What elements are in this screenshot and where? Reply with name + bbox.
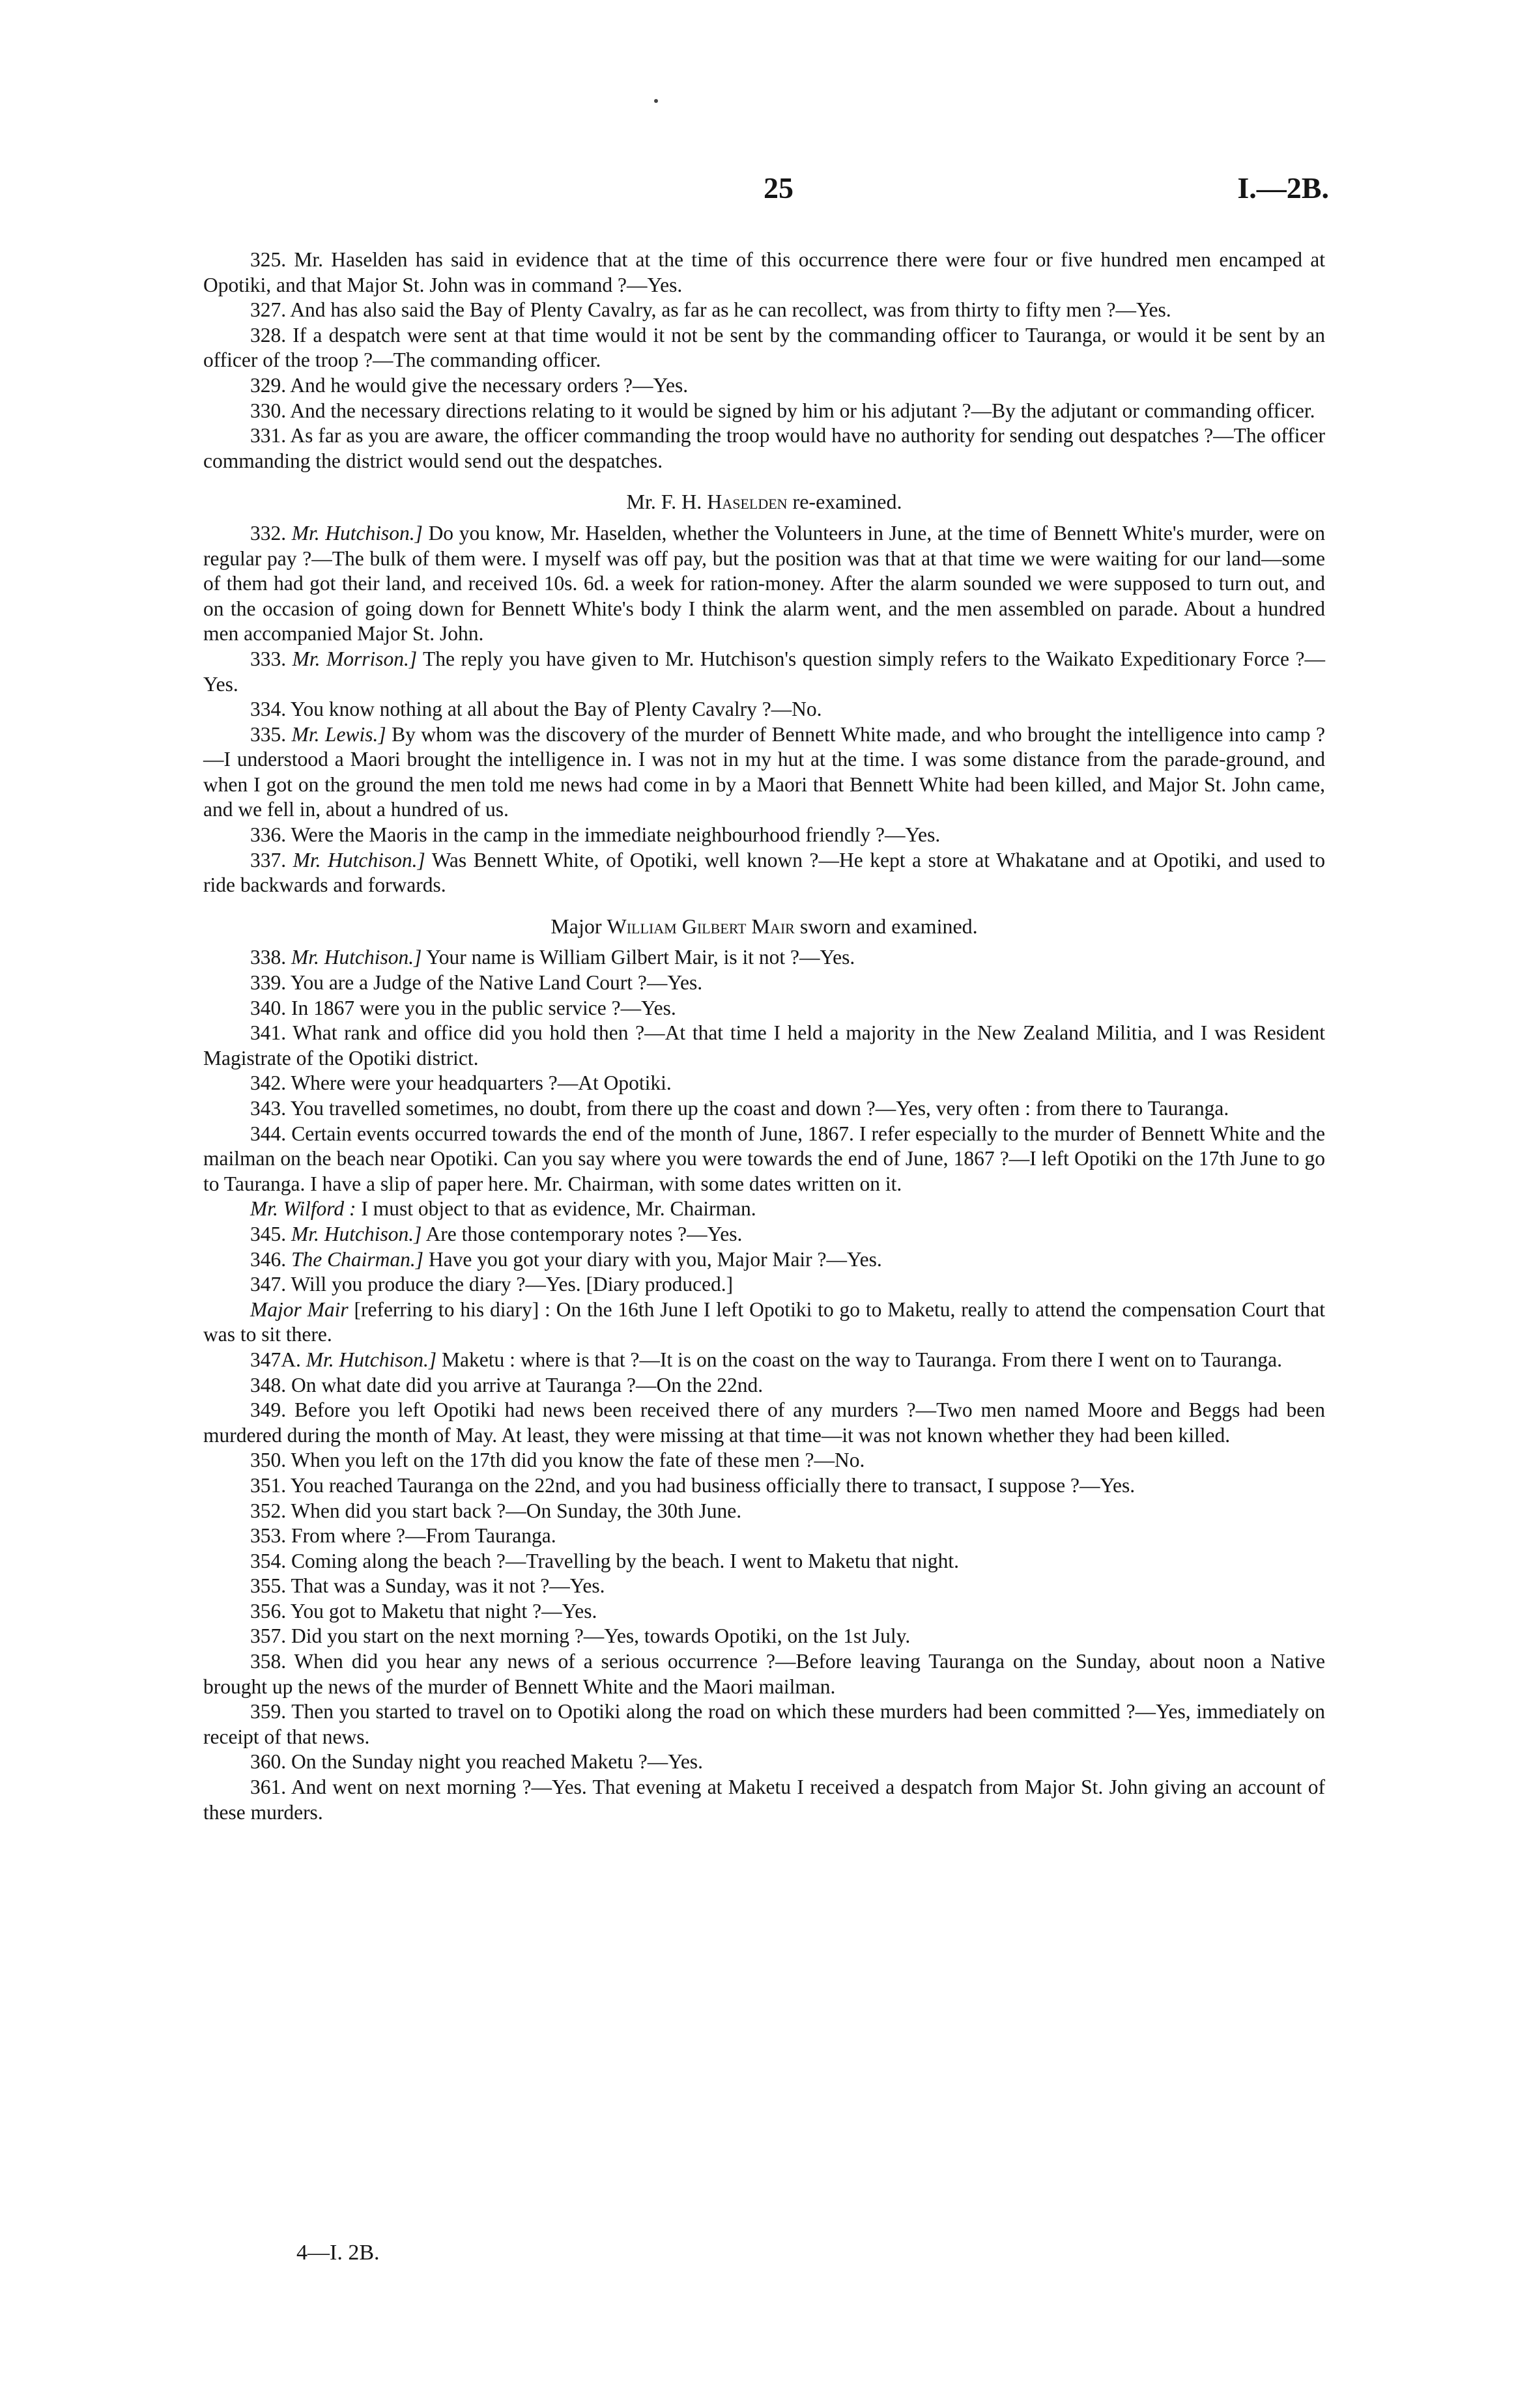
question-number: 350. — [250, 1449, 287, 1472]
paragraph-text: Do you know, Mr. Haselden, whether the Volunteers in June, at the time of Bennett White's murder, were on regular pay ?—The bulk of them were. I myself was off pay, but the position was that at that time we were waiting for our land—some of them had got their land, and received 10s. 6d. a week for ration-money. After the alarm sounded we were supposed to turn out, and on the occasion of going down for Bennett White's body I think the alarm went, and the men assembled on parade. About a hundred men accompanied Major St. John. — [203, 521, 1326, 645]
question-number: 355. — [250, 1574, 287, 1598]
testimony-paragraph — [203, 970, 1325, 996]
testimony-paragraph — [203, 1775, 1325, 1825]
paragraph-text: By whom was the discovery of the murder of Bennett White made, and who brought the intelligence into camp ?—I understood a Maori brought the intelligence in. I was not in my hut at the time. I was some distance from the parade-ground, and when I got on the ground the men told me news had come in by a Maori that Bennett White had been killed, and Major St. John came, and we fell in, about a hundred of us. — [203, 722, 1326, 821]
paragraph-text: Your name is William Gilbert Mair, is it not ?—Yes. — [426, 946, 855, 969]
testimony-paragraph — [203, 1624, 1325, 1649]
testimony-paragraph — [203, 722, 1325, 823]
testimony-paragraph — [203, 1122, 1325, 1197]
testimony-paragraph — [203, 1499, 1325, 1524]
question-number: 361. — [250, 1776, 287, 1799]
paragraph-text: What rank and office did you hold then ?—At that time I held a majority in the New Zealand Militia, and I was Resident Magistrate of the Opotiki district. — [203, 1021, 1325, 1069]
testimony-paragraph — [203, 248, 1325, 298]
section-mair-paragraphs — [203, 945, 1325, 1825]
question-number: 358. — [250, 1650, 287, 1673]
paragraph-text: On the Sunday night you reached Maketu ?—Yes. — [291, 1750, 703, 1774]
paragraph-text: When did you hear any news of a serious occurrence ?—Before leaving Tauranga on the Sunday, about noon a Native brought up the news of the murder of Bennett White and the Maori mailman. — [203, 1650, 1325, 1698]
document-body — [203, 248, 1325, 1825]
testimony-paragraph — [203, 1373, 1325, 1398]
paragraph-text: I must object to that as evidence, Mr. Chairman. — [361, 1197, 756, 1221]
question-number: 352. — [250, 1499, 287, 1522]
testimony-paragraph — [203, 1272, 1325, 1297]
question-number: 335. — [250, 722, 287, 746]
speaker-name: Mr. Hutchison.] — [293, 848, 425, 871]
page-reference: I.—2B. — [1237, 171, 1329, 205]
paragraph-text: Have you got your diary with you, Major Mair ?—Yes. — [428, 1247, 882, 1271]
paragraph-text: [referring to his diary] : On the 16th June I left Opotiki to go to Maketu, really to attend the compensation Court that was to sit there. — [203, 1297, 1326, 1346]
speaker-name: Mr. Hutchison.] — [291, 946, 422, 969]
paragraph-text: When did you start back ?—On Sunday, the 30th June. — [291, 1499, 742, 1522]
paragraph-text: In 1867 were you in the public service ?—Yes. — [291, 996, 676, 1019]
testimony-paragraph — [203, 521, 1325, 647]
testimony-paragraph — [203, 945, 1325, 970]
paragraph-text: You reached Tauranga on the 22nd, and you had business officially there to transact, I suppose ?—Yes. — [290, 1473, 1136, 1497]
paragraph-text: Did you start on the next morning ?—Yes, towards Opotiki, on the 1st July. — [291, 1624, 911, 1648]
paragraph-text: You know nothing at all about the Bay of Plenty Cavalry ?—No. — [290, 698, 822, 721]
testimony-paragraph — [203, 399, 1325, 424]
paragraph-text: Where were your headquarters ?—At Opotiki. — [291, 1071, 672, 1095]
paragraph-text: You travelled sometimes, no doubt, from there up the coast and down ?—Yes, very often : from there to Tauranga. — [290, 1097, 1229, 1120]
testimony-paragraph — [203, 373, 1325, 399]
question-number: 340. — [250, 996, 287, 1019]
testimony-paragraph — [203, 996, 1325, 1021]
paragraph-text: You got to Maketu that night ?—Yes. — [290, 1599, 597, 1622]
signature-mark: 4—I. 2B. — [296, 2241, 380, 2265]
paragraph-text: 329. And he would give the necessary orders ?—Yes. — [250, 373, 689, 397]
speaker-name: Mr. Morrison.] — [292, 647, 418, 670]
question-number: 334. — [250, 698, 287, 721]
testimony-paragraph — [203, 323, 1325, 373]
testimony-paragraph — [203, 1473, 1325, 1499]
testimony-paragraph — [203, 823, 1325, 848]
question-number: 343. — [250, 1097, 287, 1120]
paragraph-text: Was Bennett White, of Opotiki, well known ?—He kept a store at Whakatane and at Opotiki, and used to ride backwards and forwards. — [203, 848, 1326, 897]
question-number: 348. — [250, 1373, 287, 1396]
paragraph-text: Are those contemporary notes ?—Yes. — [425, 1222, 743, 1245]
speaker-name: Mr. Lewis.] — [291, 722, 386, 746]
question-number: 345. — [250, 1222, 287, 1245]
speaker-name: Mr. Hutchison.] — [291, 1222, 422, 1245]
testimony-paragraph — [203, 1071, 1325, 1096]
question-number: 359. — [250, 1700, 287, 1723]
testimony-paragraph — [203, 1398, 1325, 1448]
question-number: 357. — [250, 1624, 287, 1648]
paragraph-text: 328. If a despatch were sent at that time would it not be sent by the commanding officer to Tauranga, or would it be sent by an officer of the troop ?—The commanding officer. — [203, 323, 1325, 372]
paragraph-text: That was a Sunday, was it not ?—Yes. — [291, 1574, 605, 1598]
paragraph-text: The reply you have given to Mr. Hutchison's question simply refers to the Waikato Expeditionary Force ?—Yes. — [203, 647, 1325, 696]
question-number: 353. — [250, 1524, 287, 1548]
question-number: 333. — [250, 647, 287, 670]
testimony-paragraph — [203, 1247, 1325, 1273]
testimony-paragraph — [203, 1222, 1325, 1247]
testimony-paragraph — [203, 1549, 1325, 1574]
question-number: 354. — [250, 1549, 287, 1572]
paragraph-text: Maketu : where is that ?—It is on the coast on the way to Tauranga. From there I went on to Tauranga. — [442, 1348, 1282, 1371]
paragraph-text: Then you started to travel on to Opotiki along the road on which these murders had been committed ?—Yes, immediately on receipt of that news. — [203, 1700, 1325, 1748]
paragraph-text: On what date did you arrive at Tauranga ?—On the 22nd. — [291, 1373, 764, 1396]
testimony-paragraph — [203, 1297, 1325, 1348]
question-number: 344. — [250, 1122, 287, 1145]
paragraph-text: And went on next morning ?—Yes. That evening at Maketu I received a despatch from Major St. John giving an account of these murders. — [203, 1776, 1326, 1824]
paragraph-text: Will you produce the diary ?—Yes. [Diary produced.] — [291, 1273, 734, 1296]
paragraph-text: 331. As far as you are aware, the officer commanding the troop would have no authority for sending out despatches ?—The officer commanding the district would send out the despatches. — [203, 424, 1325, 472]
testimony-paragraph — [203, 848, 1325, 898]
testimony-paragraph — [203, 647, 1325, 697]
testimony-paragraph — [203, 1021, 1325, 1071]
speck-mark — [654, 99, 658, 103]
testimony-paragraph — [203, 1096, 1325, 1122]
testimony-paragraph — [203, 1523, 1325, 1549]
section-heading-haselden: Mr. F. H. Haselden re-examined. — [626, 490, 902, 514]
testimony-paragraph — [203, 423, 1325, 474]
question-number: 342. — [250, 1071, 287, 1095]
speaker-name: The Chairman.] — [291, 1247, 424, 1271]
question-number: 347. — [250, 1273, 287, 1296]
testimony-paragraph — [203, 1197, 1325, 1222]
paragraph-text: Before you left Opotiki had news been received there of any murders ?—Two men named Moore and Beggs had been murdered during the month of May. At least, they were missing at that time—it was not known whether they had been killed. — [203, 1398, 1326, 1447]
speaker-name: Mr. Hutchison.] — [306, 1348, 437, 1371]
question-number: 337. — [250, 848, 287, 871]
question-number: 336. — [250, 823, 287, 847]
question-number: 338. — [250, 946, 287, 969]
paragraph-text: When you left on the 17th did you know the fate of these men ?—No. — [291, 1449, 865, 1472]
section-heading-mair: Major William Gilbert Mair sworn and examined. — [551, 914, 978, 938]
question-number: 351. — [250, 1473, 287, 1497]
section-haselden-paragraphs — [203, 521, 1325, 898]
paragraph-text: You are a Judge of the Native Land Court ?—Yes. — [290, 971, 703, 995]
paragraph-text: Certain events occurred towards the end of the month of June, 1867. I refer especially to the murder of Bennett White and the mailman on the beach near Opotiki. Can you say where you were towards the end of June, 1867 ?—I left Opotiki on the 17th June to go to Tauranga. I have a slip of paper here. Mr. Chairman, with some dates written on it. — [203, 1122, 1326, 1195]
testimony-paragraph — [203, 1699, 1325, 1749]
testimony-paragraph — [203, 298, 1325, 323]
speaker-name: Major Mair — [250, 1297, 349, 1321]
question-number: 332. — [250, 521, 287, 545]
testimony-paragraph — [203, 1749, 1325, 1775]
testimony-paragraph — [203, 697, 1325, 722]
paragraph-text: From where ?—From Tauranga. — [291, 1524, 556, 1548]
speaker-name: Mr. Hutchison.] — [291, 521, 423, 545]
question-number: 339. — [250, 971, 287, 995]
question-number: 360. — [250, 1750, 287, 1774]
testimony-paragraph — [203, 1348, 1325, 1373]
speaker-name: Mr. Wilford : — [250, 1197, 356, 1221]
testimony-paragraph — [203, 1574, 1325, 1599]
question-number: 356. — [250, 1599, 287, 1622]
paragraph-text: 327. And has also said the Bay of Plenty Cavalry, as far as he can recollect, was from thirty to fifty men ?—Yes. — [250, 298, 1171, 322]
page-number: 25 — [764, 171, 794, 205]
testimony-paragraph — [203, 1448, 1325, 1473]
paragraph-text: Were the Maoris in the camp in the immediate neighbourhood friendly ?—Yes. — [291, 823, 941, 847]
question-number: 346. — [250, 1247, 287, 1271]
question-number: 341. — [250, 1021, 287, 1045]
paragraph-text: 330. And the necessary directions relating to it would be signed by him or his adjutant ?—By the adjutant or commanding officer. — [250, 399, 1315, 422]
intro-paragraphs — [203, 248, 1325, 474]
testimony-paragraph — [203, 1649, 1325, 1699]
paragraph-text: 325. Mr. Haselden has said in evidence that at the time of this occurrence there were four or five hundred men encamped at Opotiki, and that Major St. John was in command ?—Yes. — [203, 248, 1325, 296]
testimony-paragraph — [203, 1599, 1325, 1624]
question-number: 349. — [250, 1398, 287, 1422]
question-number: 347A. — [250, 1348, 301, 1371]
paragraph-text: Coming along the beach ?—Travelling by the beach. I went to Maketu that night. — [291, 1549, 959, 1572]
